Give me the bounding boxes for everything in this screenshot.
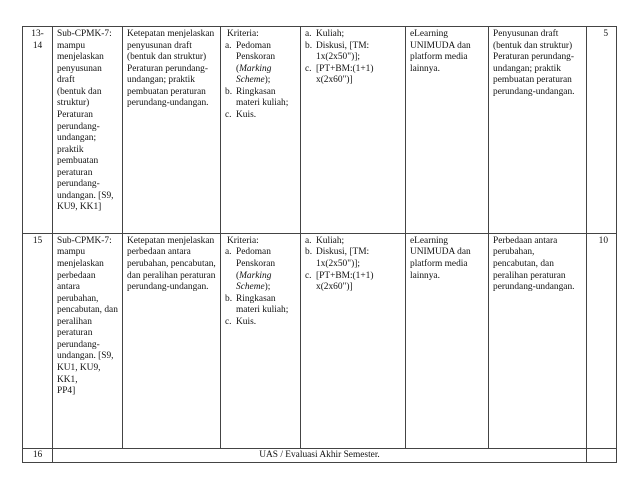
- bentuk-text: [PT+BM:(1+1) x(2x60")]: [316, 270, 374, 293]
- kriteria-heading: Kriteria:: [227, 235, 259, 246]
- indikator-cell: Ketepatan menjelaskan perbedaan antara perubahan, pencabutan, dan peralihan peraturan perundang-undangan.: [123, 233, 221, 448]
- week-number: 13- 14: [23, 27, 53, 234]
- bobot-cell: 10: [587, 233, 617, 448]
- kriteria-text-main: Pedoman Penskoran (: [236, 247, 276, 281]
- kriteria-text-end: );: [264, 282, 271, 293]
- media-cell: eLearning UNIMUDA dan platform media lainnya.: [406, 233, 489, 448]
- kriteria-text: [236, 110, 296, 122]
- kriteria-text: [236, 247, 296, 293]
- kriteria-list: [225, 41, 296, 122]
- footer-row: [23, 449, 617, 463]
- bentuk-list: [305, 29, 401, 87]
- materi-cell: Penyusunan draft (bentuk dan struktur) Peraturan perundang- undangan; praktik pembuatan peraturan perundang-undangan.: [489, 27, 587, 234]
- kriteria-text-main: Ringkasan materi kuliah;: [236, 293, 289, 316]
- list-marker: c.: [225, 316, 232, 327]
- kriteria-item: [225, 294, 296, 317]
- list-marker: b.: [305, 40, 313, 51]
- bentuk-item: [305, 271, 401, 294]
- list-marker: a.: [305, 29, 312, 39]
- kriteria-item: [225, 41, 296, 87]
- media-cell: eLearning UNIMUDA dan platform media lainnya.: [406, 27, 489, 234]
- list-marker: c.: [225, 109, 232, 120]
- kriteria-text-italic: Marking Scheme: [236, 63, 272, 86]
- bentuk-item: [305, 41, 401, 64]
- kriteria-text: [236, 41, 296, 87]
- list-marker: b.: [225, 293, 233, 304]
- bentuk-item: [305, 64, 401, 87]
- kriteria-cell: [221, 27, 301, 234]
- kriteria-item: [225, 317, 296, 329]
- table-row: [23, 27, 617, 234]
- bentuk-text: Kuliah;: [316, 235, 345, 246]
- kriteria-list: [225, 247, 296, 328]
- list-marker: c.: [305, 270, 312, 281]
- list-marker: b.: [225, 86, 233, 97]
- kriteria-text: [236, 294, 296, 317]
- indikator-cell: Ketepatan menjelaskan penyusunan draft (bentuk dan struktur) Peraturan perundang- undangan; praktik pembuatan peraturan perundang-undangan.: [123, 27, 221, 234]
- kriteria-text: [236, 87, 296, 110]
- list-marker: a.: [225, 247, 232, 258]
- kriteria-text-main: Ringkasan materi kuliah;: [236, 86, 289, 109]
- kriteria-item: [225, 87, 296, 110]
- table-row: [23, 233, 617, 448]
- bentuk-text: Diskusi, [TM: 1x(2x50")];: [316, 40, 370, 63]
- bentuk-pembelajaran-cell: [301, 27, 406, 234]
- kriteria-text-main: Kuis.: [236, 316, 257, 327]
- footer-empty-cell: [587, 449, 617, 463]
- list-marker: c.: [305, 63, 312, 74]
- bentuk-list: [305, 236, 401, 294]
- kriteria-cell: [221, 233, 301, 448]
- materi-cell: Perbedaan antara perubahan, pencabutan, dan peralihan peraturan perundang-undangan.: [489, 233, 587, 448]
- sub-cpmk-cell: Sub-CPMK-7: mampu menjelaskan penyusunan draft (bentuk dan struktur) Peraturan perundang- undangan; praktik pembuatan peraturan perundang- undangan. [S9, KU9, KK1]: [53, 27, 123, 234]
- footer-uas-label: UAS / Evaluasi Akhir Semester.: [53, 449, 587, 463]
- list-marker: b.: [305, 247, 313, 258]
- rps-table: [22, 26, 617, 463]
- bentuk-text: Diskusi, [TM: 1x(2x50")];: [316, 247, 370, 269]
- week-number: 15: [23, 233, 53, 448]
- bentuk-text: [PT+BM:(1+1) x(2x60")]: [316, 63, 374, 86]
- bentuk-pembelajaran-cell: [301, 233, 406, 448]
- bentuk-text: Kuliah;: [316, 29, 345, 39]
- bentuk-item: [305, 247, 401, 270]
- bentuk-item: [305, 236, 401, 248]
- bentuk-item: [305, 29, 401, 41]
- list-marker: a.: [305, 235, 312, 246]
- kriteria-heading: Kriteria:: [227, 29, 259, 39]
- kriteria-text-italic: Marking Scheme: [236, 270, 272, 293]
- kriteria-text-main: Kuis.: [236, 109, 257, 120]
- bobot-cell: 5: [587, 27, 617, 234]
- list-marker: a.: [225, 40, 232, 51]
- kriteria-text: [236, 317, 296, 329]
- kriteria-text-end: );: [264, 75, 271, 86]
- footer-week-number: 16: [23, 449, 53, 463]
- sub-cpmk-cell: Sub-CPMK-7: mampu menjelaskan perbedaan antara perubahan, pencabutan, dan peralihan peraturan perundang- undangan. [S9, KU1, KU9, KK1, PP4]: [53, 233, 123, 448]
- kriteria-item: [225, 110, 296, 122]
- kriteria-text-main: Pedoman Penskoran (: [236, 40, 276, 74]
- kriteria-item: [225, 247, 296, 293]
